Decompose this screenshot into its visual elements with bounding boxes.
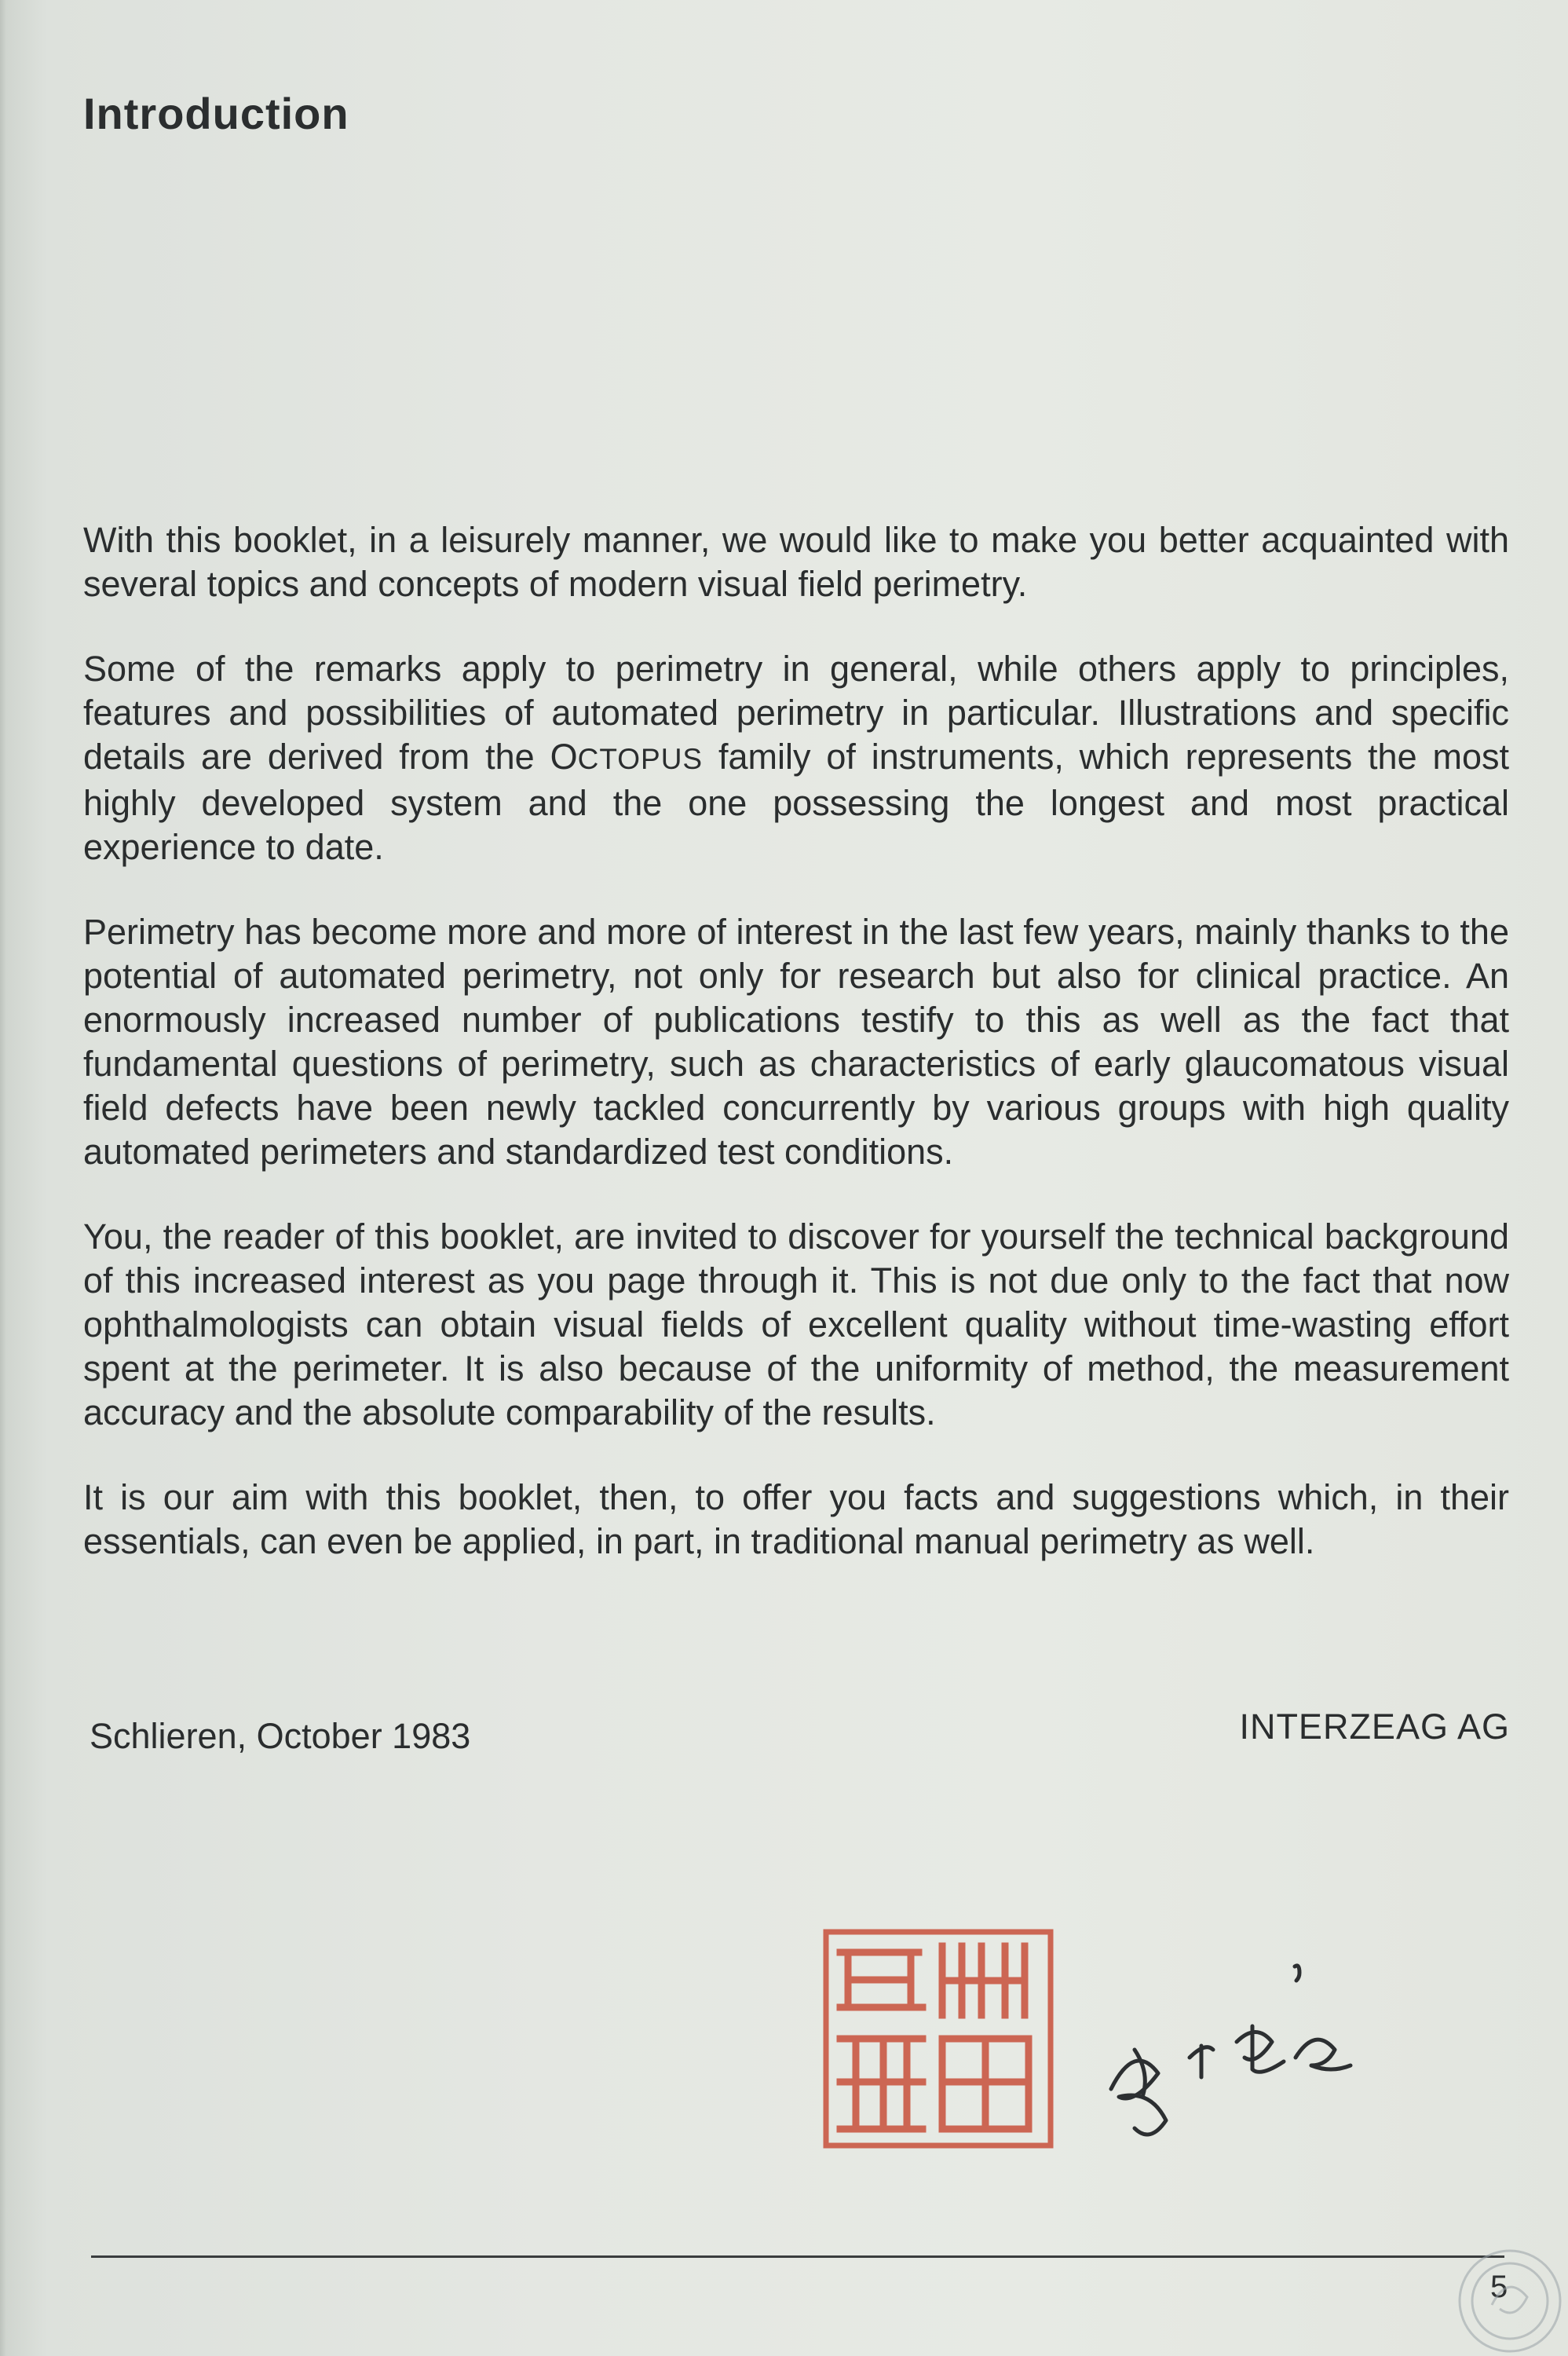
body-text bbox=[83, 518, 1509, 1604]
paragraph-3: Perimetry has become more and more of interest in the last few years, mainly thanks to the potential of automated perimetry, not only for research but also for clinical practice. An enormously increased number of publications testify to this as well as the fact that fundamental questions of perimetry, such as characteristics of early glaucomatous visual field defects have been newly tackled concurrently by various groups with high quality automated perimeters and standardized test conditions. bbox=[83, 912, 1509, 1172]
paragraph-5: It is our aim with this booklet, then, to offer you facts and suggestions which, in their essentials, can even be applied, in part, in traditional manual perimetry as well. bbox=[83, 1477, 1509, 1561]
watermark-seal bbox=[1449, 2242, 1566, 2356]
paragraph-2-part-1: Some of the remarks apply to perimetry in general, while others apply to principles, features and possibilities of automated perimetry in particular. Illustrations and specific details are derived from the bbox=[83, 649, 1509, 777]
footer-rule bbox=[91, 2255, 1504, 2258]
paragraph-1: With this booklet, in a leisurely manner, we would like to make you better acquainted with several topics and concepts of modern visual field perimetry. bbox=[83, 520, 1509, 604]
signoff-company: INTERZEAG AG bbox=[1239, 1707, 1510, 1747]
red-seal-stamp bbox=[817, 1921, 1060, 2157]
handwritten-signature bbox=[1103, 1955, 1354, 2160]
signoff-place-date: Schlieren, October 1983 bbox=[90, 1716, 471, 1756]
paragraph-2-part-2: family of instruments, which represents the most highly developed system and the one possessing the longest and most practical experience to date. bbox=[83, 737, 1509, 867]
page-number: 5 bbox=[1490, 2270, 1508, 2304]
brand-name bbox=[550, 737, 704, 777]
brand-initial: O bbox=[550, 737, 578, 777]
brand-small-caps: CTOPUS bbox=[577, 743, 704, 775]
page-title: Introduction bbox=[83, 89, 349, 138]
paragraph-4: You, the reader of this booklet, are invited to discover for yourself the technical background of this increased interest as you page through it. This is not due only to the fact that now ophthalmologists can obtain visual fields of excellent quality without time-wasting effort spent at the perimeter. It is also because of the uniformity of method, the measurement accuracy and the absolute comparability of the results. bbox=[83, 1216, 1509, 1432]
paragraph-2 bbox=[83, 647, 1509, 869]
